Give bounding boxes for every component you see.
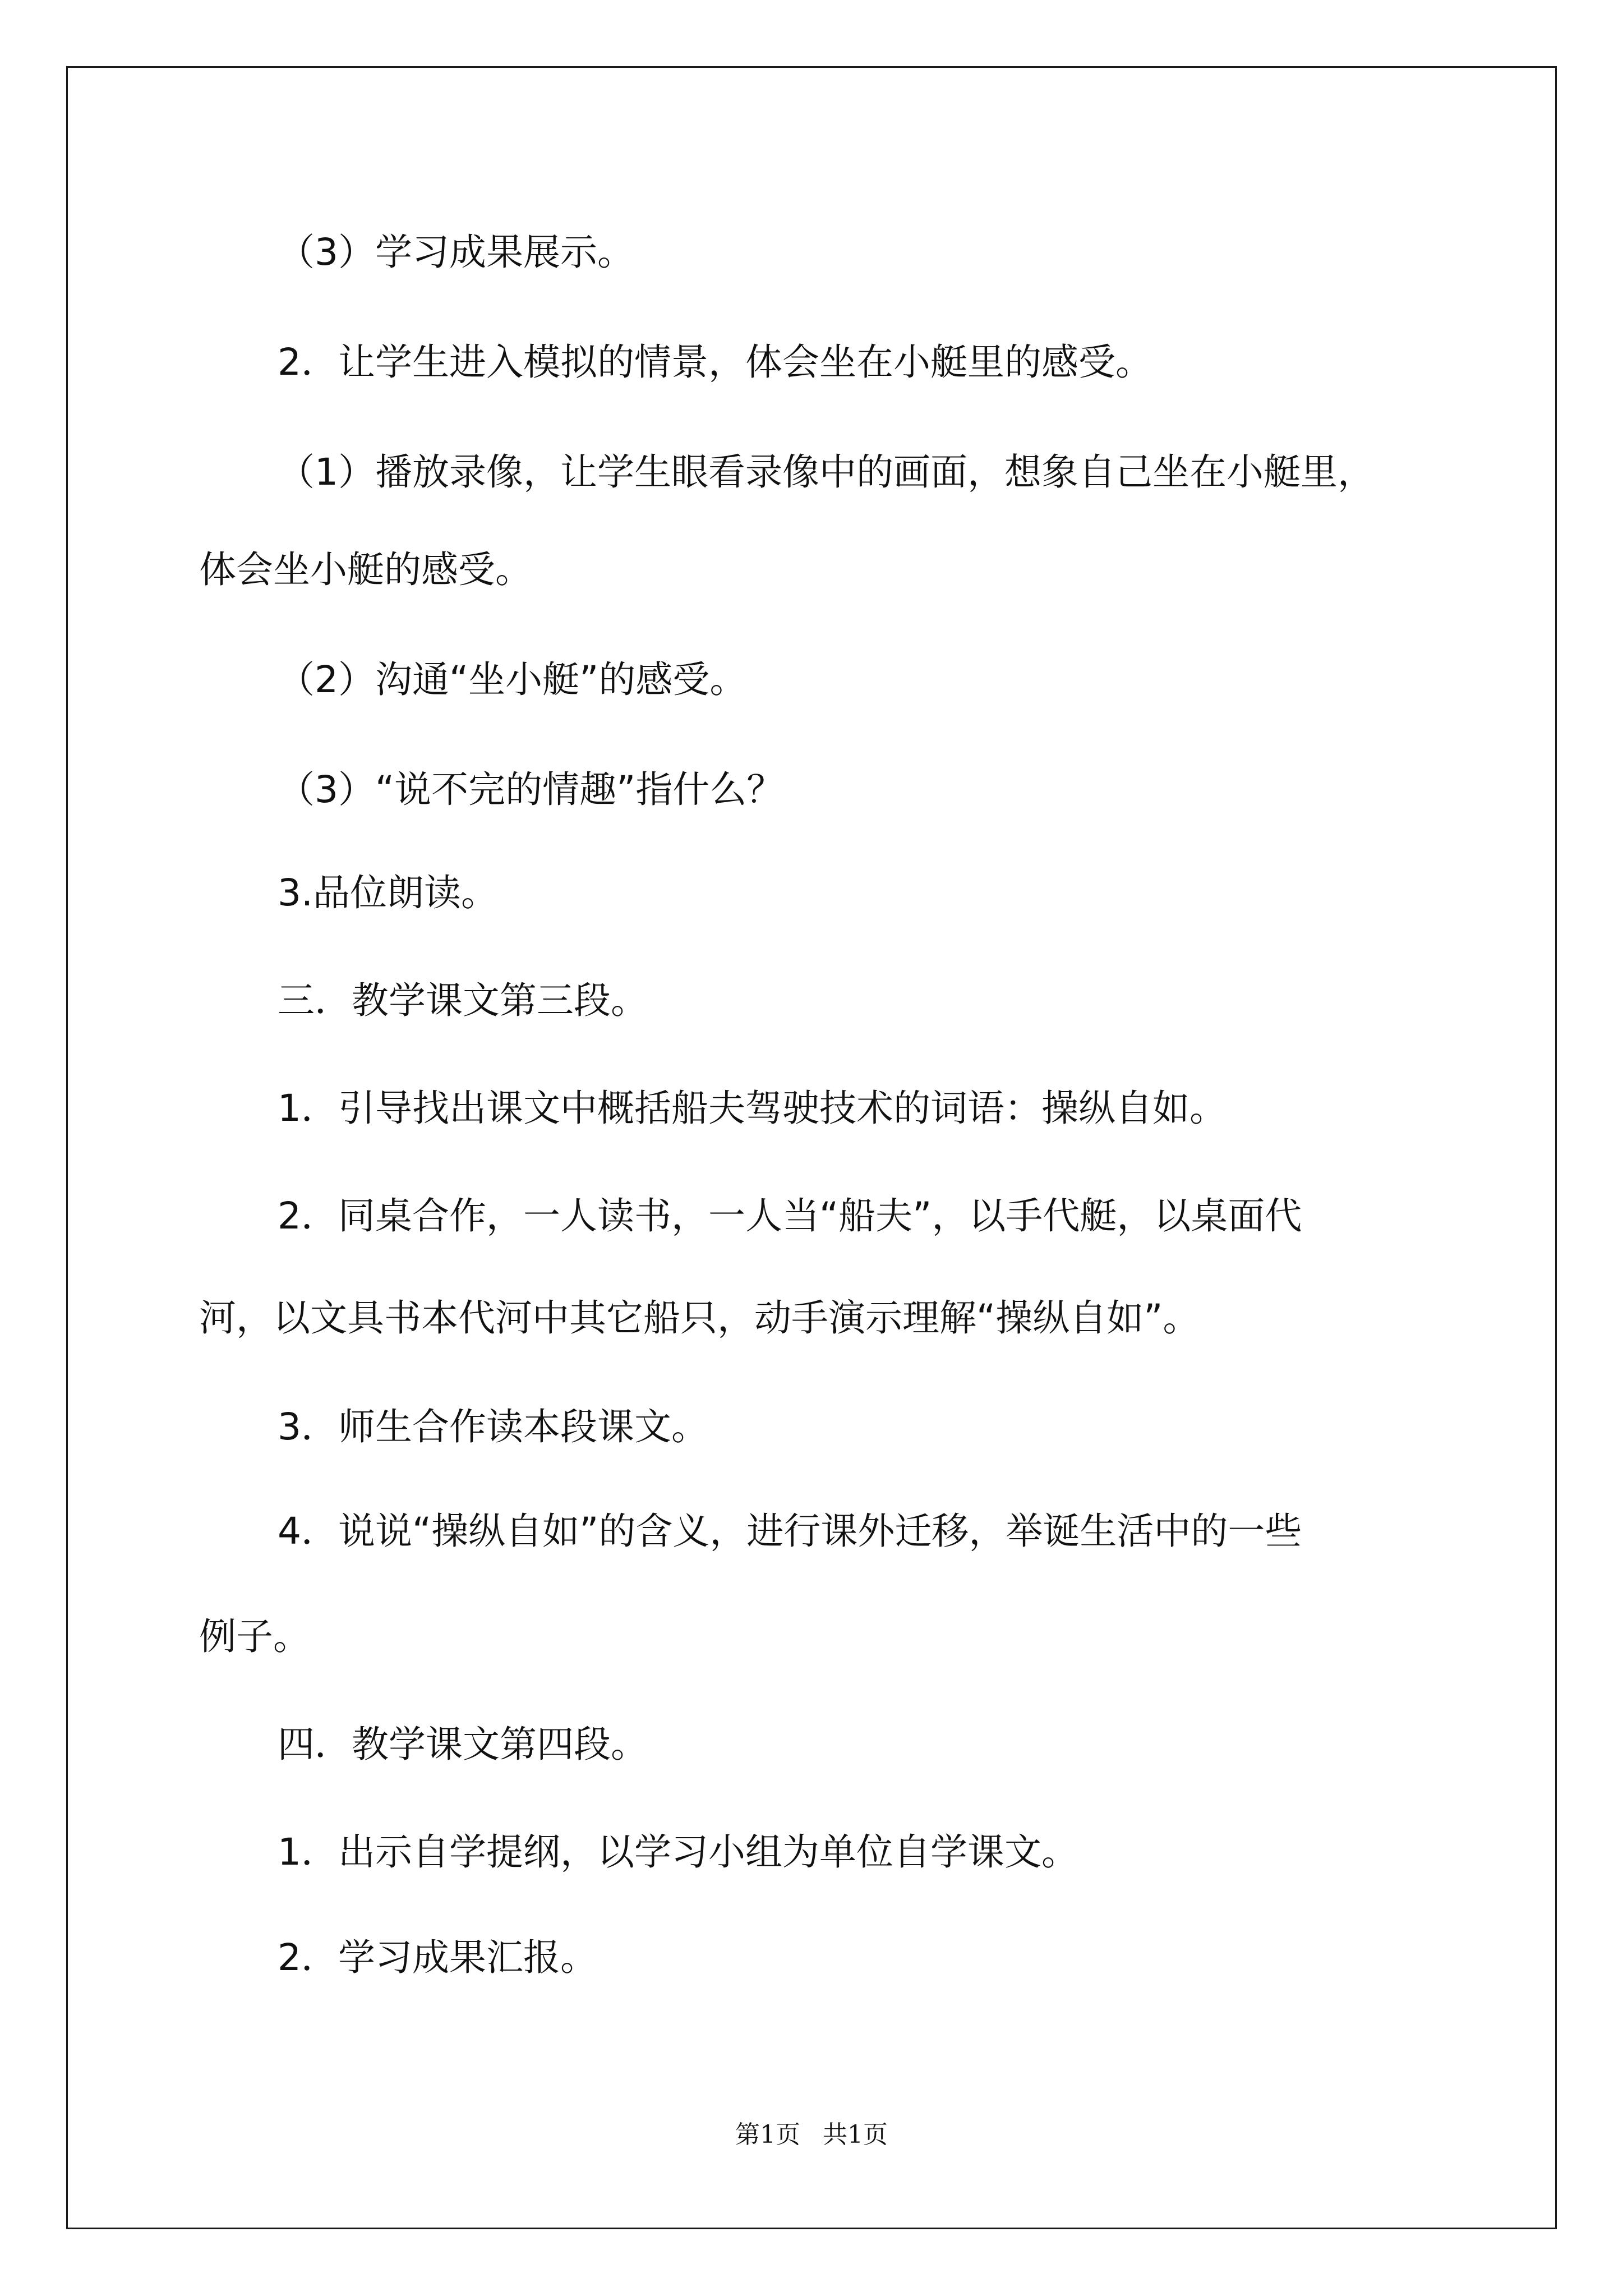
page-number: 第1页 xyxy=(735,2120,800,2149)
paragraph: 2．同桌合作，一人读书，一人当“船夫”，以手代艇，以桌面代 xyxy=(278,1194,1302,1237)
section-heading: 四．教学课文第四段。 xyxy=(278,1723,648,1766)
section-heading: 三．教学课文第三段。 xyxy=(278,979,648,1022)
page-total: 共1页 xyxy=(823,2120,888,2149)
paragraph-continuation: 河，以文具书本代河中其它船只，动手演示理解“操纵自如”。 xyxy=(199,1296,1200,1340)
paragraph: （2）沟通“坐小艇”的感受。 xyxy=(278,658,747,701)
paragraph: 2．让学生进入模拟的情景，体会坐在小艇里的感受。 xyxy=(278,341,1152,384)
paragraph: （3）“说不完的情趣”指什么？ xyxy=(278,768,784,811)
paragraph: 3．师生合作读本段课文。 xyxy=(278,1405,708,1448)
paragraph: 4．说说“操纵自如”的含义，进行课外迁移，举诞生活中的一些 xyxy=(278,1510,1302,1553)
paragraph: 2．学习成果汇报。 xyxy=(278,1936,597,1979)
paragraph: 1．出示自学提纲，以学习小组为单位自学课文。 xyxy=(278,1830,1078,1874)
page-footer xyxy=(0,2118,1623,2152)
paragraph: 1．引导找出课文中概括船夫驾驶技术的词语：操纵自如。 xyxy=(278,1087,1227,1130)
paragraph-continuation: 体会坐小艇的感受。 xyxy=(199,548,532,591)
paragraph-continuation: 例子。 xyxy=(199,1615,310,1658)
paragraph: （3）学习成果展示。 xyxy=(278,231,634,274)
paragraph: 3.品位朗读。 xyxy=(278,871,498,914)
paragraph: （1）播放录像，让学生眼看录像中的画面，想象自己坐在小艇里， xyxy=(278,450,1375,494)
